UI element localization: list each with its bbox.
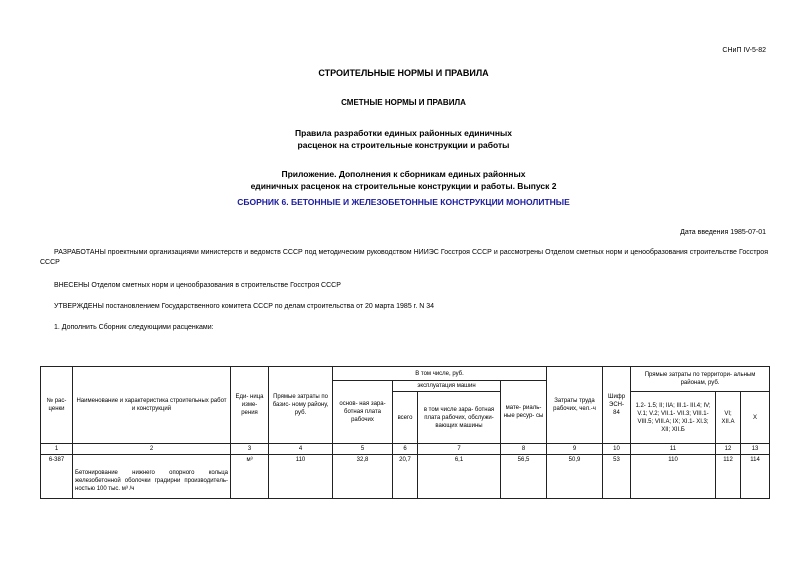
- cell-rate-number: 6-387: [41, 455, 73, 499]
- paragraph-submitted: ВНЕСЕНЫ Отделом сметных норм и ценообразования в строительстве Госстроя СССР: [54, 282, 341, 289]
- column-number: 10: [603, 444, 631, 455]
- title-appendix: [0, 168, 807, 192]
- effective-date: Дата введения 1985-07-01: [680, 229, 766, 236]
- cell-labor: 50,9: [547, 455, 603, 499]
- rates-table: [40, 366, 770, 499]
- cell-esn-code: 53: [603, 455, 631, 499]
- title-collection: СБОРНИК 6. БЕТОННЫЕ И ЖЕЛЕЗОБЕТОННЫЕ КОНСТРУКЦИИ МОНОЛИТНЫЕ: [237, 197, 570, 207]
- column-number: 3: [231, 444, 269, 455]
- column-number: 2: [73, 444, 231, 455]
- column-number: 6: [393, 444, 418, 455]
- header-territory-group-2: VI; XII.А: [716, 392, 741, 444]
- title-rules-line1: Правила разработки единых районных единичных: [295, 128, 512, 138]
- column-number: 5: [333, 444, 393, 455]
- header-unit: Еди- ница изме- рения: [231, 367, 269, 444]
- column-number: 7: [418, 444, 501, 455]
- table-row: [41, 455, 770, 499]
- cell-materials: 56,5: [501, 455, 547, 499]
- cell-wages: 32,8: [333, 455, 393, 499]
- cell-unit: м³: [231, 455, 269, 499]
- column-number-row: [41, 444, 770, 455]
- cell-machine-wages: 6,1: [418, 455, 501, 499]
- header-wages: основ- ная зара- ботная плата рабочих: [333, 381, 393, 444]
- paragraph-approved: УТВЕРЖДЕНЫ постановлением Государственного комитета СССР по делам строительства от 20 марта 1985 г. N 34: [54, 303, 435, 310]
- cell-work-name: Бетонирование нижнего опорного кольца железобетонной оболочки градирни производитель- ностью 100 тыс. м³ /ч: [73, 455, 231, 499]
- column-number: 9: [547, 444, 603, 455]
- column-number: 11: [631, 444, 716, 455]
- header-territory-group-1: 1.2- 1.5; II; IIA; III.1- III.4; IV; V.1; V.2; VII.1- VII.3; VIII.1- VIII.5; VIII.А; IX; XI.1- XI.3; XII; XII.Б: [631, 392, 716, 444]
- column-number: 1: [41, 444, 73, 455]
- cell-territory-1: 110: [631, 455, 716, 499]
- paragraph-item-1: 1. Дополнить Сборник следующими расценками:: [54, 324, 214, 331]
- header-machine-wages: в том числе зара- ботная плата рабочих, обслужи- вающих машины: [418, 392, 501, 444]
- title-main: СТРОИТЕЛЬНЫЕ НОРМЫ И ПРАВИЛА: [318, 68, 489, 78]
- title-appendix-line1: Приложение. Дополнения к сборникам единых районных: [281, 169, 526, 179]
- document-code: СНиП IV-5-82: [722, 47, 766, 54]
- cell-direct-costs: 110: [269, 455, 333, 499]
- title-rules: [0, 127, 807, 151]
- header-direct-costs: Прямые затраты по базис- ному району, руб.: [269, 367, 333, 444]
- header-materials: мате- риаль- ные ресур- сы: [501, 381, 547, 444]
- paragraph-developed: РАЗРАБОТАНЫ проектными организациями министерств и ведомств СССР под методическим руководством НИИЭС Госстроя СССР и рассмотрены Отделом сметных норм и ценообразования строительстве Госстроя СССР: [40, 249, 768, 266]
- header-esn-code: Шифр ЭСН- 84: [603, 367, 631, 444]
- header-rate-number: № рас- ценки: [41, 367, 73, 444]
- cell-territory-2: 112: [716, 455, 741, 499]
- title-sub: СМЕТНЫЕ НОРМЫ И ПРАВИЛА: [341, 98, 466, 107]
- header-machine-operation: эксплуатация машин: [393, 381, 501, 392]
- header-territorial: Прямые затраты по территори- альным районам, руб.: [631, 367, 770, 392]
- title-appendix-line2: единичных расценок на строительные конструкции и работы. Выпуск 2: [250, 181, 557, 191]
- header-territory-group-3: X: [741, 392, 770, 444]
- column-number: 4: [269, 444, 333, 455]
- cell-machine-total: 20,7: [393, 455, 418, 499]
- title-rules-line2: расценок на строительные конструкции и работы: [297, 140, 510, 150]
- column-number: 13: [741, 444, 770, 455]
- cell-territory-3: 114: [741, 455, 770, 499]
- header-machine-total: всего: [393, 392, 418, 444]
- column-number: 12: [716, 444, 741, 455]
- header-labor: Затраты труда рабочих, чел.-ч: [547, 367, 603, 444]
- header-work-name: Наименование и характеристика строительных работ и конструкций: [73, 367, 231, 444]
- header-including: В том числе, руб.: [333, 367, 547, 381]
- column-number: 8: [501, 444, 547, 455]
